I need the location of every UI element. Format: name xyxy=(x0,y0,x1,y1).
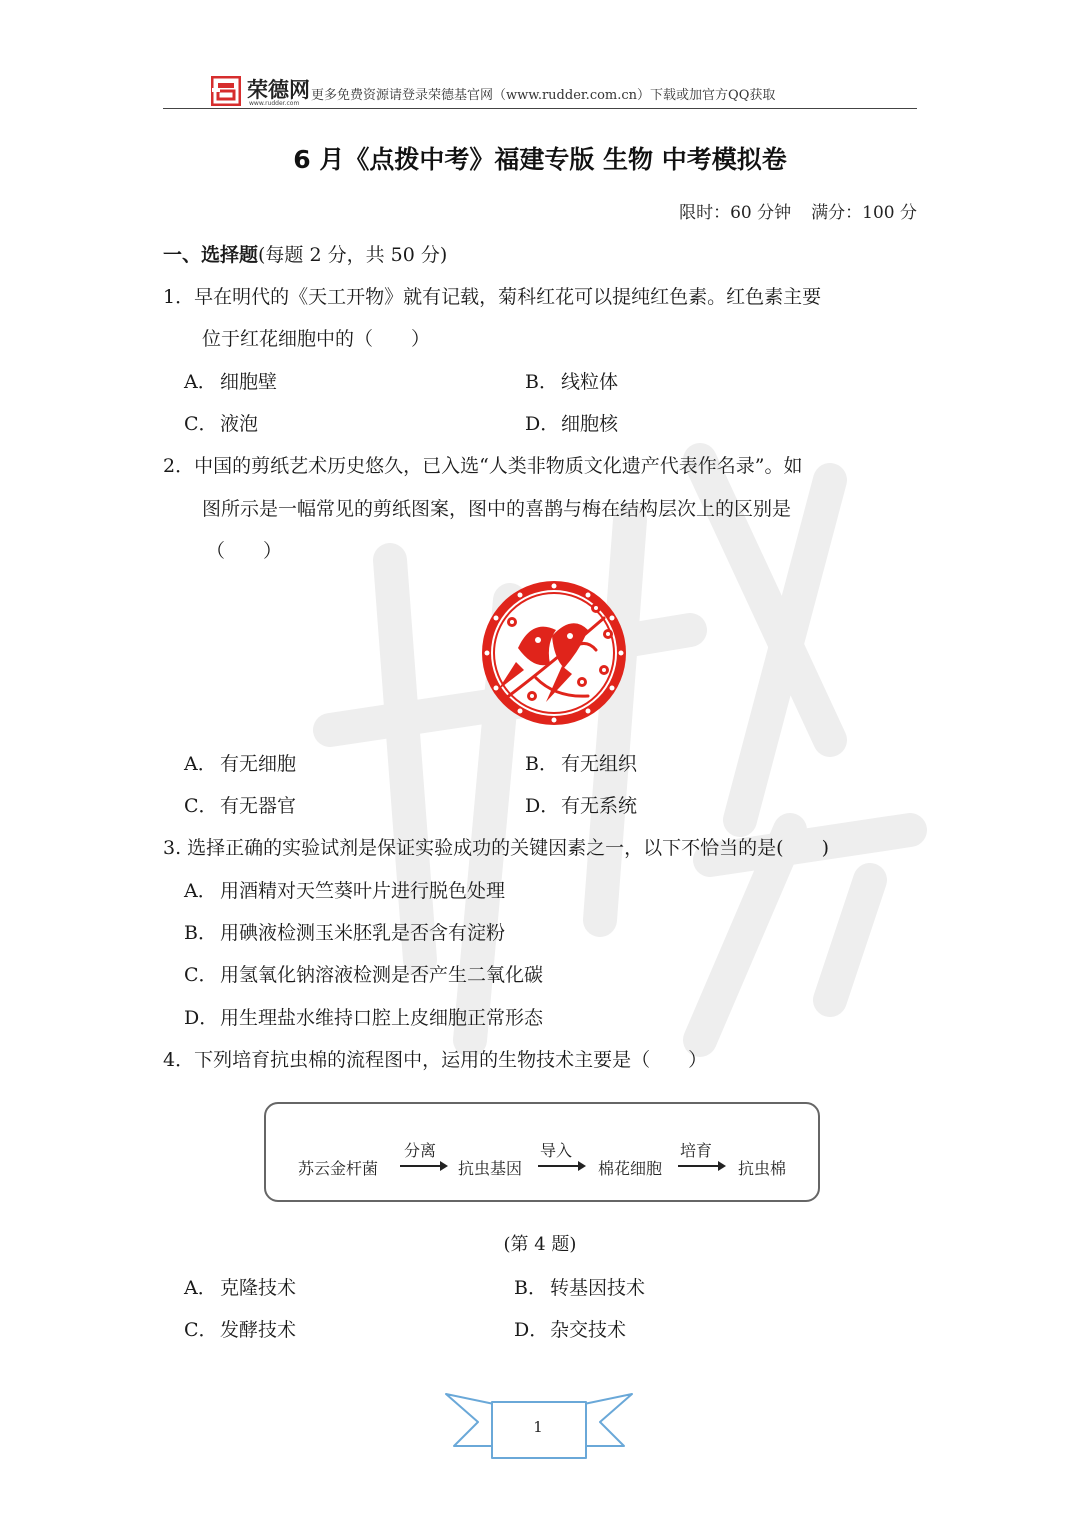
question-1-option-b: B． 线粒体 xyxy=(525,371,619,393)
question-1-option-d: D．细胞核 xyxy=(525,413,619,435)
question-1-option-a: A． 细胞壁 xyxy=(184,371,278,393)
question-3-option-b: B． 用碘液检测玉米胚乳是否含有淀粉 xyxy=(184,922,506,944)
flow-arrow-2 xyxy=(538,1165,584,1167)
flow-step-2: 导入 xyxy=(540,1141,573,1160)
question-2-option-a: A． 有无细胞 xyxy=(184,753,297,775)
question-1-option-c: C． 液泡 xyxy=(184,413,259,435)
header-banner: 更多免费资源请登录荣德基官网（www.rudder.com.cn）下载或加官方QQ获取 xyxy=(311,88,776,103)
section-note: (每题 2 分，共 50 分) xyxy=(258,244,448,266)
flow-step-1: 分离 xyxy=(404,1141,437,1160)
brand-url: www.rudder.com xyxy=(249,100,300,107)
question-3-option-c: C． 用氢氧化钠溶液检测是否产生二氧化碳 xyxy=(184,964,544,986)
header-rule xyxy=(163,108,917,109)
page-title: 6 月《点拨中考》福建专版 生物 中考模拟卷 xyxy=(293,145,787,174)
figure-caption: (第 4 题) xyxy=(503,1234,577,1255)
section-heading xyxy=(163,240,447,267)
page-number: 1 xyxy=(533,1418,543,1436)
flow-node-2: 抗虫基因 xyxy=(458,1159,523,1178)
question-4-line-1: 4．下列培育抗虫棉的流程图中，运用的生物技术主要是（ ） xyxy=(163,1049,708,1071)
flowchart xyxy=(264,1102,820,1202)
rudder-logo-icon xyxy=(211,76,241,106)
flow-step-3: 培育 xyxy=(680,1141,713,1160)
question-2-option-c: C． 有无器官 xyxy=(184,795,297,817)
papercut-magpie-plum-image xyxy=(476,578,632,728)
question-3-line-1: 3. 选择正确的实验试剂是保证实验成功的关键因素之一，以下不恰当的是( ) xyxy=(163,837,829,859)
flow-arrow-1 xyxy=(400,1165,446,1167)
question-2-line-3: （ ） xyxy=(206,540,283,562)
question-4-option-d: D．杂交技术 xyxy=(514,1319,627,1341)
question-4-option-c: C． 发酵技术 xyxy=(184,1319,297,1341)
full-score: 满分：100 分 xyxy=(811,203,917,223)
question-2-line-2: 图所示是一幅常见的剪纸图案，图中的喜鹊与梅在结构层次上的区别是 xyxy=(202,498,792,520)
exam-timing xyxy=(679,198,917,223)
question-2-line-1: 2．中国的剪纸艺术历史悠久，已入选“人类非物质文化遗产代表作名录”。如 xyxy=(163,455,803,477)
brand-name: 荣德网 xyxy=(247,78,310,102)
section-label: 一、选择题 xyxy=(163,244,259,266)
flow-arrow-3 xyxy=(678,1165,724,1167)
question-1-line-1: 1．早在明代的《天工开物》就有记载，菊科红花可以提纯红色素。红色素主要 xyxy=(163,286,822,308)
question-2-option-d: D．有无系统 xyxy=(525,795,638,817)
flow-node-4: 抗虫棉 xyxy=(738,1159,787,1178)
question-3-option-d: D．用生理盐水维持口腔上皮细胞正常形态 xyxy=(184,1007,544,1029)
flow-node-1: 苏云金杆菌 xyxy=(298,1159,379,1178)
time-limit: 限时：60 分钟 xyxy=(679,203,792,223)
question-1-line-2: 位于红花细胞中的（ ） xyxy=(202,328,431,350)
question-3-option-a: A． 用酒精对天竺葵叶片进行脱色处理 xyxy=(184,880,506,902)
page-header xyxy=(163,72,917,108)
question-4-option-b: B． 转基因技术 xyxy=(514,1277,646,1299)
flow-node-3: 棉花细胞 xyxy=(598,1159,663,1178)
question-2-option-b: B． 有无组织 xyxy=(525,753,638,775)
question-4-option-a: A． 克隆技术 xyxy=(184,1277,297,1299)
